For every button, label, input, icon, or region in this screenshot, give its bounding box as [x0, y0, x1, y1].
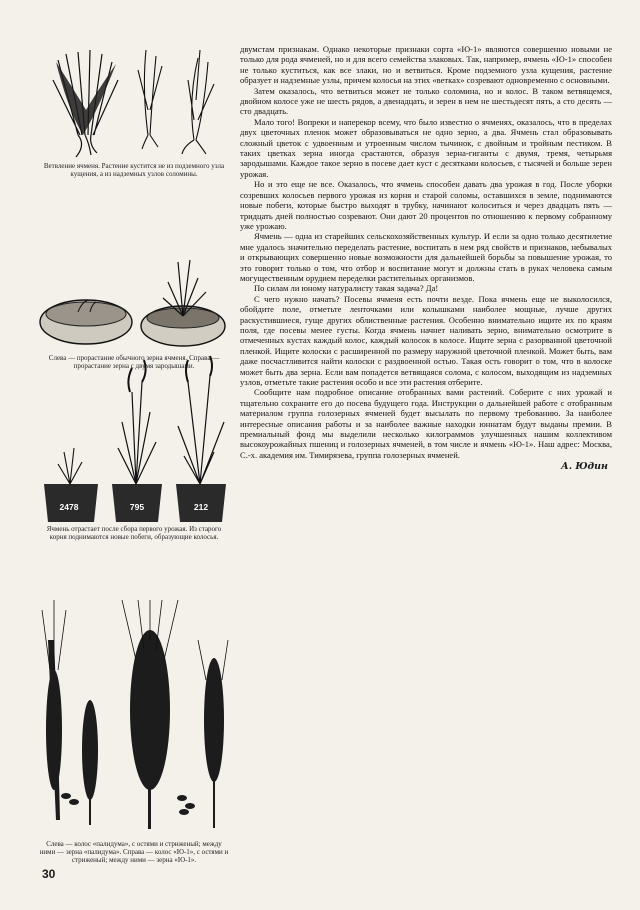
figure-caption: Ячмень отрастает после сбора первого урожая. Из старого корня поднимаются новые побеги, образующие колосья.: [46, 525, 222, 541]
pot-label: 212: [193, 502, 209, 512]
paragraph: Ячмень — одна из старейших сельскохозяйственных культур. И если за одно только десятилетие мне удалось значительно переделать растение, воспитать в нем ряд свойств и признаков, небывалых и открывающих совершенно новые возможности для дальнейшей борьбы за повышение урожая, то это говорит только о том, что отбор и воспитание могут и должны стать в руках человека самым могущественным орудием переделки растительных организмов.: [240, 231, 612, 283]
pot-label: 795: [129, 502, 145, 512]
paragraph: двумстам признакам. Однако некоторые признаки сорта «Ю-1» являются совершенно новыми не только для рода ячменей, но и для всего семейства злаковых. Так, например, ячмень «Ю-1» способен не только куститься, как все злаки, но и ветвиться. Кроме подземного узла кущения, растение образует и надземные узлы, причем колосья на этих «ветках» созревают одновременно с основными.: [240, 44, 612, 86]
figure-barley-branching: [38, 40, 230, 178]
figure-regrowth: [38, 352, 230, 541]
paragraph: Мало того! Вопреки и наперекор всему, что было известно о ячменях, оказалось, что в пределах двух цветочных пленок может образовываться не одно зерно, а два. Ячмень стал образовывать сложный цветок с удвоенным и утроенным числом тычинок, с двойным и тройным пестиком. В таких цветках зерна иногда срастаются, образуя зерна-гиганты с двумя, тремя, четырьмя зародышами. Каждое такое зерно в посеве дает куст с десятками колосьев, с тысячей и больше зерен урожая.: [240, 116, 612, 179]
regrowth-pots-illustration: [38, 352, 230, 522]
pot-label: 2478: [59, 502, 79, 512]
figure-caption: Слева — колос «палидума», с остями и стриженый; между ними — зерна «палидума». Справа — колос «Ю-1», с остями и стриженый; между ними — зерна «Ю-1».: [39, 840, 229, 864]
figure-caption: Ветвление ячменя. Растение кустится не из подземного узла кущения, а из надземных узлов соломины.: [43, 162, 225, 178]
figure-ears: [38, 600, 230, 864]
barley-branching-illustration: [38, 40, 230, 160]
paragraph: Сообщите нам подробное описание отобранных вами растений. Соберите с них урожай и тщательно сохраните его до посева будущего года. Инструкции о дальнейшей работе с отобранным материалом группа голозерных ячменей будет высылать по первому требованию. За наиболее интересные описания работы и за наиболее важные находки юннатам будут выданы премии. В премиальный фонд мы выделили несколько килограммов улучшенных нашим коллективом высокоурожайных пшениц и голозерных ячменей, в том числе и ячмень «Ю-1». Наш адрес: Москва, С.-х. академия им. Тимирязева, группа голозерных ячменей.: [240, 387, 612, 460]
barley-ears-illustration: [38, 600, 230, 836]
paragraph: Но и это еще не все. Оказалось, что ячмень способен давать два урожая в год. После уборки созревших колосьев первого урожая из корня и старой соломы, оставшихся в земле, поднимаются новые побеги, которые быстро выходят в трубку, начинают колоситься и через двадцать пять — тридцать дней полностью созревают. Они дают 20 процентов по отношению к первому собранному уже урожаю.: [240, 179, 612, 231]
paragraph: С чего нужно начать? Посевы ячменя есть почти везде. Пока ячмень еще не выколосился, обойдите поле, отметьте ленточками или колышками наиболее мощные, лучше других раскустившиеся, гуще других облиственные растения. Особенно внимательно ищите их по краям поля, где посевы менее густы. Когда ячмень начнет наливать зерно, внимательно осмотрите в отмеченных кустах каждый колос, каждый колосок в колосе. Ищите зерна с разорванной цветочной пленкой. Ищите колоски с расширенной по размеру наружной цветочной пленкой. Может быть, вам даже посчастливится найти колоски с раздвоенной остью. Такая ость говорит о том, что в колоске может быть два зерна. Если вам попадется ветвящаяся солома, с колосом, выходящим из надземных узлов, отметьте такие растения особо и все эти растения отберите.: [240, 293, 612, 387]
sprouting-pots-illustration: [38, 252, 230, 352]
author-signature: А. Юдин: [560, 461, 608, 473]
paragraph: По силам ли юному натуралисту такая задача? Да!: [254, 283, 439, 294]
paragraph: Затем оказалось, что ветвиться может не только соломина, но и колос. В таком ветвящемся, двойном колосе уже не шесть рядов, а двенадцать, и зерен в нем не шестьдесят пять, а сто десять — сто двадцать.: [240, 85, 612, 117]
figure-caption: Слева — прорастание обычного зерна ячменя. Справа — прорастание зерна с двумя зародышами.: [48, 354, 220, 370]
page-number: 30: [42, 867, 56, 881]
article-text: [240, 44, 612, 472]
